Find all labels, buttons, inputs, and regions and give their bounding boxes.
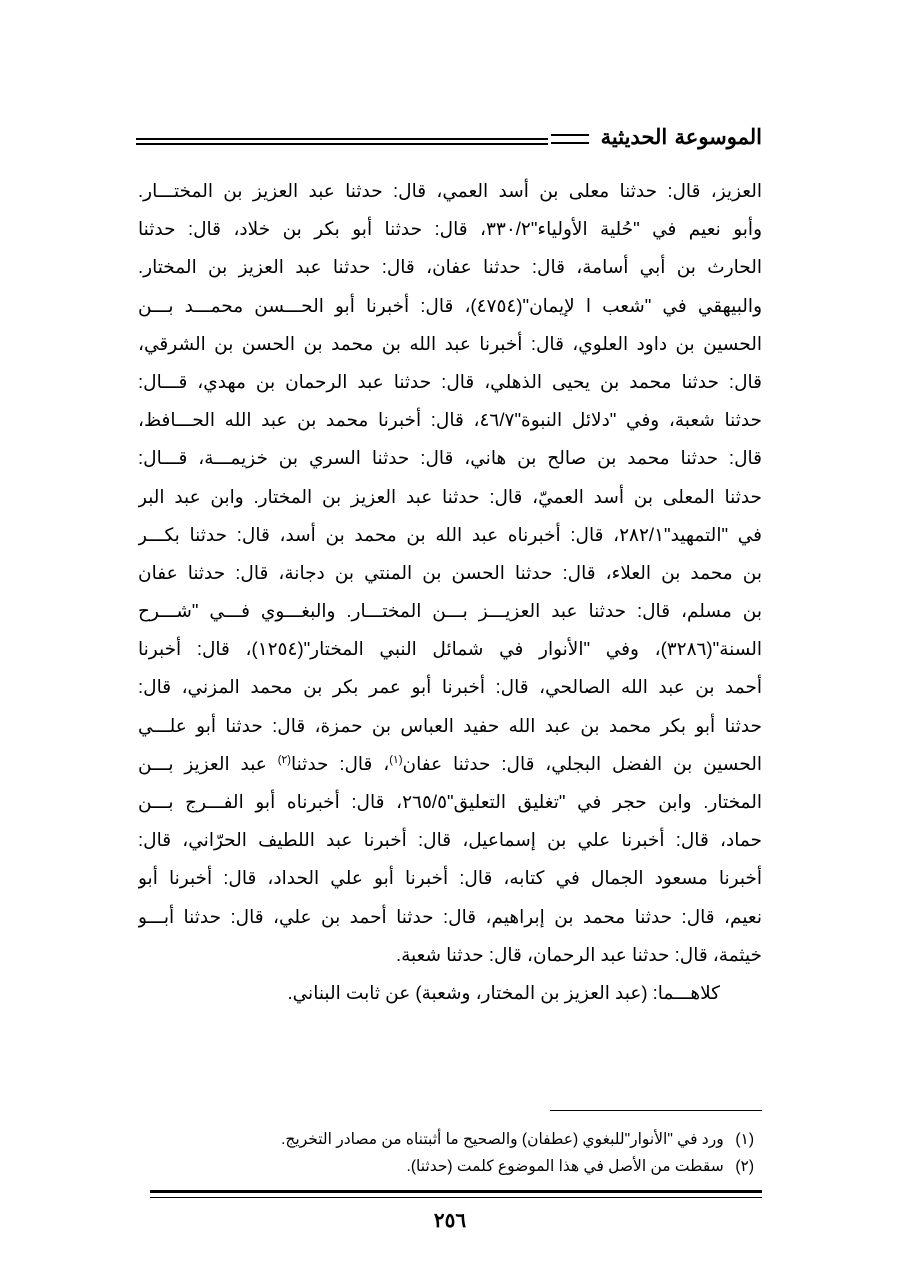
- text-line: أخبرنا مسعود الجمال في كتابه، قال: أخبرنا أبو علي الحداد، قال: أخبرنا أبو: [138, 867, 762, 889]
- page-number: ٢٥٦: [433, 1208, 467, 1232]
- text-line: حدثنا شعبة، وفي "دلائل النبوة"٤٦/٧، قال: أخبرنا محمد بن عبد الله الحـــافظ،: [138, 409, 762, 431]
- header-rule: [136, 138, 548, 145]
- text-line: بن محمد بن العلاء، قال: حدثنا الحسن بن المنتي بن دجانة، قال: حدثنا عفان: [138, 561, 762, 583]
- running-header: [136, 126, 762, 156]
- line-segment: الحسين بن الفضل البجلي، قال: حدثنا عفان: [402, 752, 762, 774]
- footnote-2: [138, 1153, 754, 1180]
- text-line-with-footnotes: [138, 745, 762, 783]
- line-segment: ، قال: حدثنا: [290, 752, 390, 774]
- footnote-ref-1[interactable]: (١): [389, 753, 403, 766]
- text-line: الحارث بن أبي أسامة، قال: حدثنا عفان، قال: حدثنا عبد العزيز بن المختار.: [138, 256, 762, 278]
- text-line: حدثنا المعلى بن أسد العميّ، قال: حدثنا عبد العزيز بن المختار. وابن عبد البر: [138, 485, 762, 507]
- conclusion-line: كلاهـــما: (عبد العزيز بن المختار، وشعبة) عن ثابت البناني.: [287, 981, 720, 1003]
- text-line: بن مسلم، قال: حدثنا عبد العزيـــز بـــن المختـــار. والبغـــوي فـــي "شـــرح: [138, 600, 762, 622]
- footnote-number: (٢): [735, 1158, 754, 1175]
- footnote-text: سقطت من الأصل في هذا الموضوع كلمت (حدثنا).: [406, 1158, 724, 1175]
- footnote-number: (١): [735, 1131, 754, 1148]
- text-line: السنة"(٣٢٨٦)، وفي "الأنوار في شمائل النبي المختار"(١٢٥٤)، قال: أخبرنا: [138, 638, 762, 660]
- text-line: المختار. وابن حجر في "تغليق التعليق"٢٦٥/٥، قال: أخبرناه أبو الفـــرج بـــن: [138, 791, 762, 812]
- footer-rule: [150, 1190, 762, 1193]
- line-segment: عبد العزيز بـــن: [138, 752, 278, 774]
- text-line: والبيهقي في "شعب ا لإيمان"(٤٧٥٤)، قال: أخبرنا أبو الحـــسن محمـــد بـــن: [138, 294, 762, 316]
- footnote-separator: [550, 1110, 762, 1111]
- text-line: الحسين بن داود العلوي، قال: أخبرنا عبد الله بن محمد بن الحسن بن الشرقي،: [138, 332, 762, 354]
- footnote-text: ورد في "الأنوار"للبغوي (عطفان) والصحيح ما أثبتناه من مصادر التخريج.: [281, 1131, 724, 1148]
- text-line: حماد، قال: أخبرنا علي بن إسماعيل، قال: أخبرنا عبد اللطيف الحرّاني، قال:: [138, 829, 762, 851]
- header-title: [551, 124, 762, 149]
- footnote-1: [138, 1126, 754, 1153]
- text-line: أحمد بن عبد الله الصالحي، قال: أخبرنا أبو عمر بكر بن محمد المزني، قال:: [138, 676, 762, 698]
- text-line: قال: حدثنا محمد بن يحيى الذهلي، قال: حدثنا عبد الرحمان بن مهدي، قـــال:: [138, 370, 762, 392]
- header-title-dash: [551, 134, 589, 144]
- text-line: وأبو نعيم في "حُلية الأولياء"٣٣٠/٢، قال: حدثنا أبو بكر بن خلاد، قال: حدثنا: [138, 218, 762, 240]
- footnote-ref-2[interactable]: (٢): [277, 753, 291, 766]
- main-text: [138, 172, 762, 1012]
- text-line: حدثنا أبو بكر محمد بن عبد الله حفيد العباس بن حمزة، قال: حدثنا أبو علـــي: [138, 714, 762, 736]
- text-line: قال: حدثنا محمد بن صالح بن هاني، قال: حدثنا السري بن خزيمـــة، قـــال:: [138, 447, 762, 469]
- header-title-text: الموسوعة الحديثية: [600, 124, 762, 149]
- text-line: نعيم، قال: حدثنا محمد بن إبراهيم، قال: حدثنا أحمد بن علي، قال: حدثنا أبـــو: [138, 905, 762, 927]
- footnotes: [138, 1126, 754, 1180]
- text-line: خيثمة، قال: حدثنا عبد الرحمان، قال: حدثنا شعبة.: [395, 943, 762, 965]
- text-line: في "التمهيد"٢٨٢/١، قال: أخبرناه عبد الله بن محمد بن أسد، قال: حدثنا بكـــر: [138, 523, 762, 545]
- text-line: العزيز، قال: حدثنا معلى بن أسد العمي، قال: حدثنا عبد العزيز بن المختـــار.: [138, 180, 762, 201]
- footer-rule-thin: [150, 1197, 762, 1198]
